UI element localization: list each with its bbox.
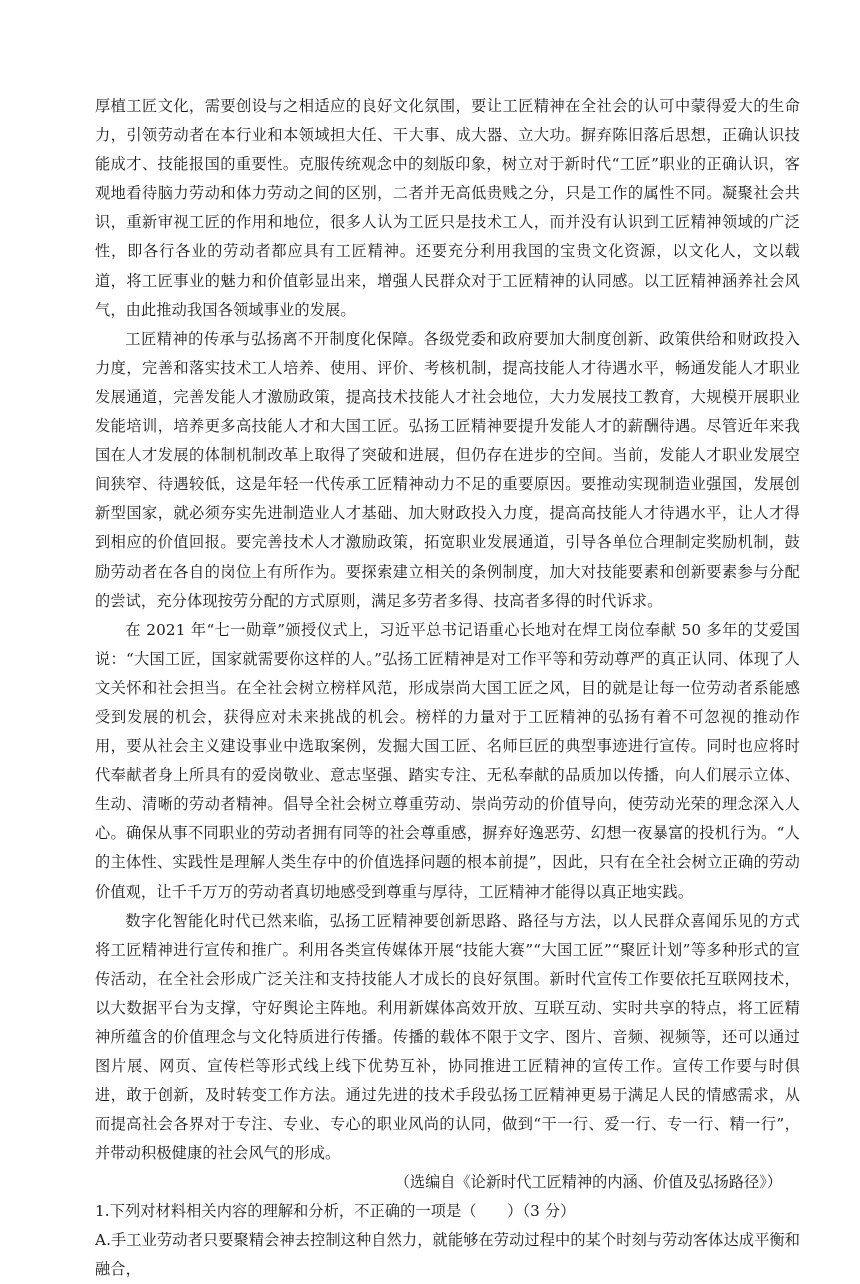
- paragraph-3: 在 2021 年“七一勋章”颁授仪式上，习近平总书记语重心长地对在焊工岗位奉献 50 多年的艾爱国说：“大国工匠，国家就需要你这样的人。”弘扬工匠精神是对工作平等和劳动尊严的真正认同、体现了人文关怀和社会担当。在全社会树立榜样风范，形成崇尚大国工匠之风，目的就是让每一位劳动者系能感受到发展的机会，获得应对未来挑战的机会。榜样的力量对于工匠精神的弘扬有着不可忽视的推动作用，要从社会主义建设事业中选取案例，发掘大国工匠、名师巨匠的典型事迹进行宣传。同时也应将时代奉献者身上所具有的爱岗敬业、意志坚强、踏实专注、无私奉献的品质加以传播，向人们展示立体、生动、清晰的劳动者精神。倡导全社会树立尊重劳动、崇尚劳动的价值导向，使劳动光荣的理念深入人心。确保从事不同职业的劳动者拥有同等的社会尊重感，摒弃好逸恶劳、幻想一夜暴富的投机行为。“人的主体性、实践性是理解人类生存中的价值选择问题的根本前提”，因此，只有在全社会树立正确的劳动价值观，让千千万万的劳动者真切地感受到尊重与厚待，工匠精神才能得以真正地实践。: [95, 620, 800, 901]
- paragraph-2: 工匠精神的传承与弘扬离不开制度化保障。各级党委和政府要加大制度创新、政策供给和财政投入力度，完善和落实技术工人培养、使用、评价、考核机制，提高技能人才待遇水平，畅通发能人才职业发展通道，完善发能人才激励政策，提高技术技能人才社会地位，大力发展技工教育，大规模开展职业发能培训，培养更多高技能人才和大国工匠。弘扬工匠精神要提升发能人才的薪酬待遇。尽管近年来我国在人才发展的体制机制改革上取得了突破和进展，但仍存在进步的空间。当前，发能人才职业发展空间狭窄、待遇较低，这是年轻一代传承工匠精神动力不足的重要原因。要推动实现制造业强国，发展创新型国家，就必须夯实先进制造业人才基础、加大财政投入力度，提高高技能人才待遇水平，让人才得到相应的价值回报。要完善技术人才激励政策，拓宽职业发展通道，引导各单位合理制定奖励机制，鼓励劳动者在各自的岗位上有所作为。要探索建立相关的条例制度，加大对技能要素和创新要素参与分配的尝试，充分体现按劳分配的方式原则，满足多劳者多得、技高者多得的时代诉求。: [95, 329, 800, 610]
- paragraph-1: 厚植工匠文化，需要创设与之相适应的良好文化氛围，要让工匠精神在全社会的认可中蒙得爱大的生命力，引领劳动者在本行业和本领域担大任、干大事、成大器、立大功。摒弃陈旧落后思想，正确认识技能成才、技能报国的重要性。克服传统观念中的刻版印象，树立对于新时代“工匠”职业的正确认识，客观地看待脑力劳动和体力劳动之间的区别，二者并无高低贵贱之分，只是工作的属性不同。凝聚社会共识，重新审视工匠的作用和地位，很多人认为工匠只是技术工人，而并没有认识到工匠精神领域的广泛性，即各行各业的劳动者都应具有工匠精神。还要充分利用我国的宝贵文化资源，以文化人，文以载道，将工匠事业的魅力和价值彰显出来，增强人民群众对于工匠精神的认同感。以工匠精神涵养社会风气，由此推动我国各领域事业的发展。: [95, 97, 800, 319]
- document-page: [95, 92, 800, 1284]
- question-stem: 1.下列对材料相关内容的理解和分析，不正确的一项是（ ）（3 分）: [95, 1202, 576, 1221]
- paragraph-4: 数字化智能化时代已然来临，弘扬工匠精神要创新思路、路径与方法，以人民群众喜闻乐见的方式将工匠精神进行宣传和推广。利用各类宣传媒体开展“技能大赛”“大国工匠”“聚匠计划”等多种形式的宣传活动，在全社会形成广泛关注和支持技能人才成长的良好氛围。新时代宣传工作要依托互联网技术，以大数据平台为支撑，守好舆论主阵地。利用新媒体高效开放、互联互动、实时共享的特点，将工匠精神所蕴含的价值理念与文化特质进行传播。传播的载体不限于文字、图片、音频、视频等，还可以通过图片展、网页、宣传栏等形式线上线下优势互补，协同推进工匠精神的宣传工作。宣传工作要与时俱进，敢于创新，及时转变工作方法。通过先进的技术手段弘扬工匠精神更易于满足人民的情感需求，从而提高社会各界对于专注、专业、专心的职业风尚的认同，做到“干一行、爱一行、专一行、精一行”，并带动积极健康的社会风气的形成。: [95, 911, 800, 1163]
- source-citation: （选编自《论新时代工匠精神的内涵、价值及弘扬路径》）: [394, 1173, 782, 1192]
- question-option-a: A.手工业劳动者只要聚精会神去控制这种自然力，就能够在劳动过程中的某个时刻与劳动客体达成平衡和融合，: [95, 1231, 800, 1279]
